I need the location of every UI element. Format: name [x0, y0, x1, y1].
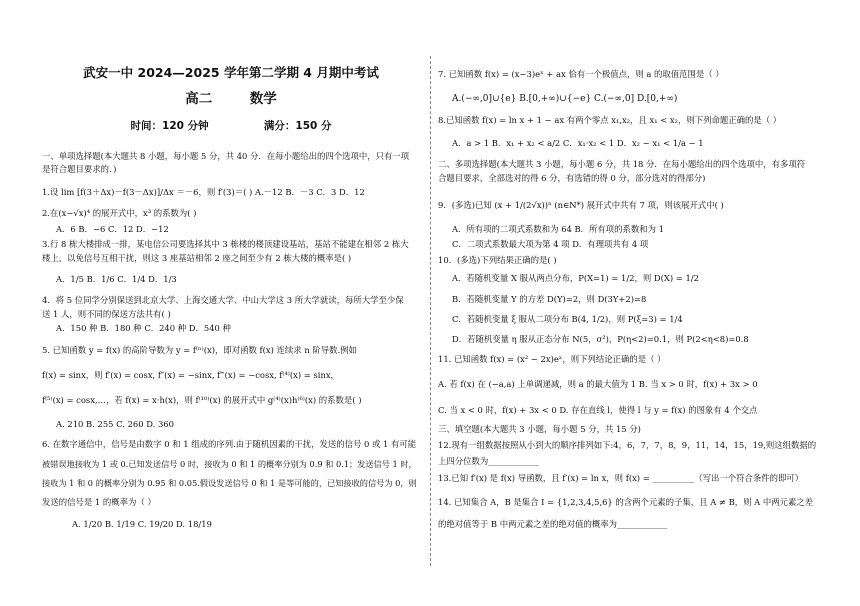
question-10: 10．(多选)下列结果正确的是( ) — [438, 255, 557, 265]
subject-label: 数学 — [249, 91, 277, 107]
exam-title: 武安一中 2024—2025 学年第二学期 4 月期中考试 — [83, 65, 379, 80]
question-11-options-cd: C. 当 x < 0 时，f(x) + 3x < 0 D. 存在直线 l，使得 l 与 y = f(x) 的图象有 4 个交点 — [438, 405, 758, 415]
question-3: 3.行 8 栋大楼排成一排，某电信公司要选择其中 3 栋楼的楼顶建设基站，基站不能建在相邻 2 栋大 — [42, 239, 409, 249]
question-7-options: A.(−∞,0]∪{e} B.[0,+∞)∪{−e} C.(−∞,0] D.[0,+∞) — [452, 94, 678, 104]
exam-score: 满分：150 分 — [263, 120, 332, 132]
question-14: 14. 已知集合 A，B 是集合 I = {1,2,3,4,5,6} 的含两个元素的子集，且 A ≠ B，则 A 中两元素之差 — [438, 497, 814, 507]
question-5: 5. 已知函数 y = f(x) 的高阶导数为 y = f⁽ⁿ⁾(x)，即对函数 f(x) 连续求 n 阶导数.例如 — [42, 345, 357, 355]
section1-instructions-cont: 是符合题目要求的．) — [42, 164, 117, 174]
question-2-options: A．6 B．−6 C．12 D．−12 — [56, 224, 169, 234]
question-5-cont: f⁽⁵⁾(x) = cosx,…，若 f(x) = x·h(x)，则 f⁽¹⁰⁾(x) 的展开式中 g⁽⁴⁾(x)h⁽⁶⁾(x) 的系数是( ) — [42, 395, 362, 405]
question-10-option-c: C．若随机变量 ξ 服从二项分布 B(4, 1/2)，则 P(ξ=3) = 1/4 — [452, 314, 683, 324]
question-6-line3: 接收为 1 和 0 的概率分别为 0.95 和 0.05.假设发送信号 0 和 1 是等可能的，已知接收的信号为 0，则 — [42, 478, 417, 488]
section2-instructions-cont: 合题目要求，全部选对的得 6 分，有选错的得 0 分，部分选对的得部分) — [438, 173, 706, 183]
question-13: 13.已知 f′(x) 是 f(x) 导函数，且 f′(x) = ln x，则 f(x) = __________（写出一个符合条件的即可） — [438, 473, 804, 483]
column-divider — [430, 56, 431, 566]
question-4-options: A．150 种 B．180 种 C．240 种 D．540 种 — [56, 323, 231, 333]
question-8-options: A．a > 1 B．x₁ + x₂ < a/2 C．x₁·x₂ < 1 D．x₂ − x₁ < 1/a − 1 — [452, 138, 704, 148]
question-6: 6. 在数字通信中，信号是由数字 0 和 1 组成的序列.由于随机因素的干扰，发送的信号 0 或 1 有可能 — [42, 439, 417, 449]
question-6-options: A. 1/20 B. 1/19 C. 19/20 D. 18/19 — [72, 519, 212, 529]
question-1: 1.设 lim [f(3＋Δx)－f(3－Δx)]/Δx ＝－6，则 f′(3)＝( ) A.－12 B．－3 C．3 D．12 — [42, 187, 365, 197]
question-7: 7. 已知函数 f(x) = (x−3)eˣ + ax 恰有一个极值点，则 a 的取值范围是（ ） — [438, 69, 724, 79]
question-3-options: A．1/5 B．1/6 C．1/4 D．1/3 — [56, 274, 177, 284]
question-12-cont: 上四分位数为____________ — [438, 456, 539, 466]
question-10-option-d: D．若随机变量 η 服从正态分布 N(5，σ²)，P(η<2)=0.1，则 P(2<η<8)=0.8 — [452, 334, 749, 344]
question-6-line2: 被错误地接收为 1 或 0.已知发送信号 0 时，接收为 0 和 1 的概率分别为 0.9 和 0.1；发送信号 1 时， — [42, 459, 417, 469]
question-4: 4．将 5 位同学分别保送到北京大学、上海交通大学、中山大学这 3 所大学就读，每所大学至少保 — [42, 295, 404, 305]
question-14-cont: 的绝对值等于 B 中两元素之差的绝对值的概率为____________ — [438, 519, 668, 529]
question-4-cont: 送 1 人，则不同的保送方法共有( ) — [42, 309, 171, 319]
question-5-options: A. 210 B. 255 C. 260 D. 360 — [56, 419, 174, 429]
question-5-example: f(x) = sinx，则 f′(x) = cosx, f″(x) = −sinx, f‴(x) = −cosx, f⁽⁴⁾(x) = sinx， — [42, 370, 339, 380]
time-score — [42, 120, 420, 132]
section3-instructions: 三、填空题(本大题共 3 小题，每小题 5 分，共 15 分) — [438, 424, 641, 434]
question-9: 9．(多选)已知 (x + 1/(2√x))ⁿ (n∈N*) 展开式中共有 7 项，则该展开式中( ) — [438, 200, 724, 210]
question-11: 11. 已知函数 f(x) = (x² − 2x)eˣ，则下列结论正确的是（ ） — [438, 354, 666, 364]
grade-label: 高二 — [185, 91, 213, 107]
question-9-options-ab: A．所有项的二项式系数和为 64 B．所有项的系数和为 1 — [452, 224, 665, 234]
right-column — [438, 0, 826, 606]
section1-instructions: 一、单项选择题(本大题共 8 小题，每小题 5 分，共 40 分．在每小题给出的四个选项中，只有一项 — [42, 151, 410, 161]
question-10-option-b: B．若随机变量 Y 的方差 D(Y)=2，则 D(3Y+2)=8 — [452, 294, 647, 304]
grade-subject — [42, 92, 420, 108]
question-12: 12.现有一组数据按照从小到大的顺序排列如下:4，6，7，7，8，9，11，14，15，19,则这组数据的 — [438, 440, 817, 450]
question-10-option-a: A．若随机变量 X 服从两点分布，P(X=1) = 1/2，则 D(X) = 1/2 — [452, 273, 699, 283]
question-2: 2.在(x−√x)⁴ 的展开式中，x³ 的系数为( ) — [42, 208, 197, 218]
question-8: 8.已知函数 f(x) = ln x + 1 − ax 有两个零点 x₁,x₂，且 x₁ < x₂，则下列命题正确的是（ ） — [438, 115, 782, 125]
section2-instructions: 二、多项选择题(本大题共 3 小题，每小题 6 分，共 18 分．在每小题给出的四个选项中，有多项符 — [438, 159, 806, 169]
exam-time: 时间：120 分钟 — [130, 120, 209, 132]
question-11-options-ab: A. 若 f(x) 在 (−a,a) 上单调递减，则 a 的最大值为 1 B. 当 x > 0 时，f(x) + 3x > 0 — [438, 379, 758, 389]
question-9-options-cd: C．二项式系数最大项为第 4 项 D．有理项共有 4 项 — [452, 239, 649, 249]
question-6-line4: 发送的信号是 1 的概率为（ ） — [42, 497, 156, 507]
question-3-cont: 楼上，以免信号互相干扰，则这 3 座基站相邻 2 座之间至少有 2 栋大楼的概率是( ) — [42, 253, 352, 263]
left-column — [42, 0, 420, 606]
